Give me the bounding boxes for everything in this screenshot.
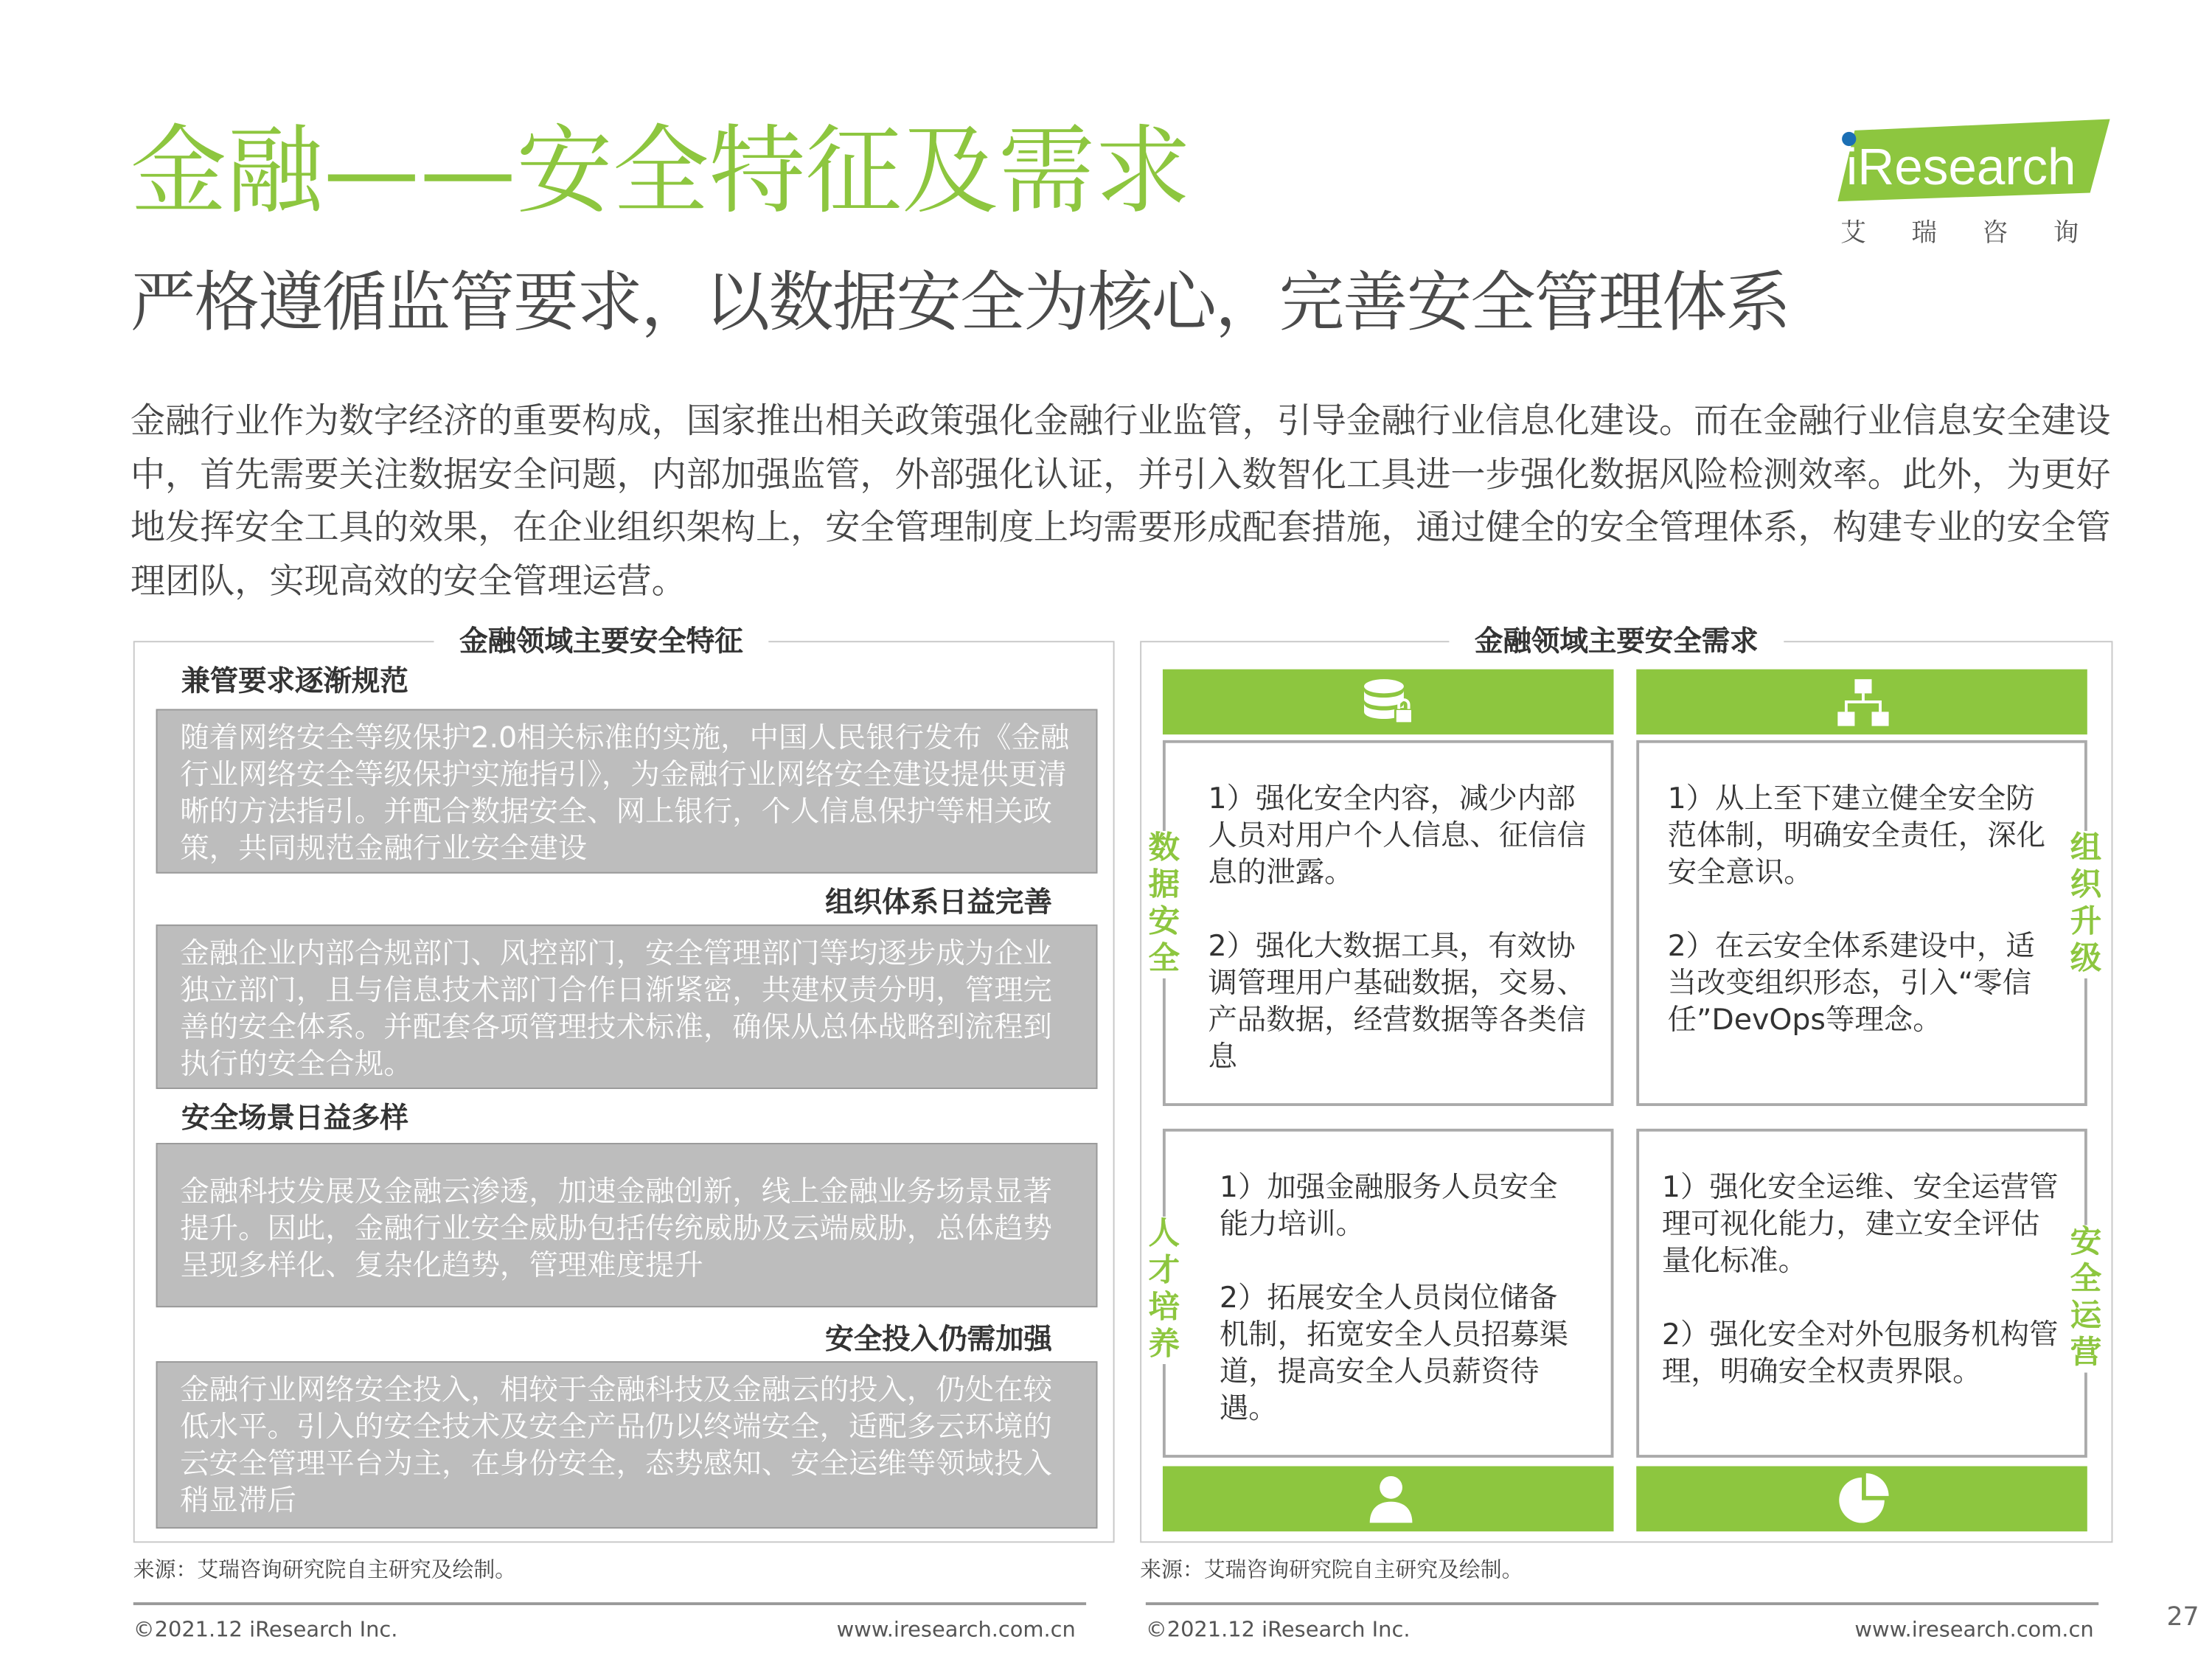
footer-website-right[interactable]: www.iresearch.com.cn (1854, 1616, 2094, 1642)
label-data-security: 数据安全 (1146, 831, 1183, 978)
label-talent: 人才培养 (1146, 1217, 1183, 1364)
footer-copyright-left: ©2021.12 iResearch Inc. (133, 1616, 398, 1642)
iresearch-logo (1837, 119, 2112, 213)
data-security-bar (1163, 669, 1614, 734)
pie-chart-icon (1834, 1472, 1891, 1526)
feature-head-4: 安全投入仍需加强 (825, 1321, 1052, 1356)
footer-website-left[interactable]: www.iresearch.com.cn (836, 1616, 1076, 1642)
logo-brand-text: iResearch (1846, 138, 2076, 196)
database-lock-icon (1361, 678, 1418, 728)
feature-head-1: 兼管要求逐渐规范 (181, 664, 408, 698)
security-ops-item-1: 1）强化安全运维、安全运营管理可视化能力，建立安全评估量化标准。 (1661, 1169, 2059, 1278)
data-security-item-1: 1）强化安全内容，减少内部人员对用户个人信息、征信信息的泄露。 (1208, 781, 1586, 889)
quadrant-talent (1163, 1129, 1614, 1458)
feature-box-2: 金融企业内部合规部门、风控部门，安全管理部门等均逐步成为企业独立部门，且与信息技术部门合作日渐紧密，共建权责分明，管理完善的安全体系。并配套各项管理技术标准，确保从总体战略到流程到执行的安全合规。 (156, 925, 1098, 1089)
org-upgrade-item-2: 2）在云安全体系建设中，适当改变组织形态，引入“零信任”DevOps等理念。 (1667, 928, 2035, 1037)
intro-paragraph: 金融行业作为数字经济的重要构成，国家推出相关政策强化金融行业监管，引导金融行业信息化建设。而在金融行业信息安全建设中，首先需要关注数据安全问题，内部加强监管，外部强化认证，并引入数智化工具进一步强化数据风险检测效率。此外，为更好地发挥安全工具的效果，在企业组织架构上，安全管理制度上均需要形成配套措施，通过健全的安全管理体系，构建专业的安全管理团队，实现高效的安全管理运营。 (130, 400, 2111, 601)
talent-bar (1163, 1466, 1614, 1531)
right-panel-title: 金融领域主要安全需求 (1449, 624, 1784, 658)
org-upgrade-item-1: 1）从上至下建立健全安全防范体制，明确安全责任，深化安全意识。 (1667, 781, 2046, 889)
quadrant-org-upgrade (1636, 740, 2087, 1106)
left-panel-title: 金融领域主要安全特征 (434, 624, 768, 658)
label-security-ops: 安全运营 (2067, 1225, 2104, 1373)
label-org-upgrade: 组织升级 (2067, 831, 2104, 978)
footer-rule-right (1146, 1602, 2098, 1605)
person-icon (1367, 1475, 1415, 1523)
talent-item-2: 2）拓展安全人员岗位储备机制，拓宽安全人员招募渠道，提高安全人员薪资待遇。 (1219, 1280, 1568, 1425)
feature-box-4: 金融行业网络安全投入，相较于金融科技及金融云的投入，仍处在较低水平。引入的安全技术及安全产品仍以终端安全，适配多云环境的云安全管理平台为主，在身份安全，态势感知、安全运维等领域投入稍显滞后 (156, 1361, 1098, 1528)
feature-head-3: 安全场景日益多样 (181, 1100, 408, 1135)
footer-copyright-right: ©2021.12 iResearch Inc. (1145, 1616, 1411, 1642)
feature-head-2: 组织体系日益完善 (825, 885, 1052, 919)
feature-box-3: 金融科技发展及金融云渗透，加速金融创新，线上金融业务场景显著提升。因此，金融行业安全威胁包括传统威胁及云端威胁，总体趋势呈现多样化、复杂化趋势，管理难度提升 (156, 1143, 1098, 1307)
security-ops-item-2: 2）强化安全对外包服务机构管理，明确安全权责界限。 (1661, 1317, 2059, 1388)
org-upgrade-bar (1636, 669, 2087, 734)
feature-box-1: 随着网络安全等级保护2.0相关标准的实施，中国人民银行发布《金融行业网络安全等级保护实施指引》，为金融行业网络安全建设提供更清晰的方法指引。并配合数据安全、网上银行，个人信息保护等相关政策，共同规范金融行业安全建设 (156, 709, 1098, 874)
right-source: 来源：艾瑞咨询研究院自主研究及绘制。 (1140, 1557, 1523, 1583)
security-ops-bar (1636, 1466, 2087, 1531)
page-title: 金融——安全特征及需求 (130, 116, 1192, 229)
page-number: 27 (2166, 1602, 2199, 1632)
footer-rule-left (133, 1602, 1086, 1605)
quadrant-security-ops (1636, 1129, 2087, 1458)
page-subtitle: 严格遵循监管要求，以数据安全为核心，完善安全管理体系 (130, 263, 1790, 341)
left-source: 来源：艾瑞咨询研究院自主研究及绘制。 (133, 1557, 517, 1583)
data-security-item-2: 2）强化大数据工具，有效协调管理用户基础数据，交易、产品数据，经营数据等各类信息 (1208, 928, 1586, 1074)
org-chart-icon (1834, 678, 1891, 728)
talent-item-1: 1）加强金融服务人员安全能力培训。 (1219, 1169, 1558, 1241)
quadrant-data-security (1163, 740, 1614, 1106)
logo-cn-text: 艾瑞咨询 (1840, 218, 2124, 248)
